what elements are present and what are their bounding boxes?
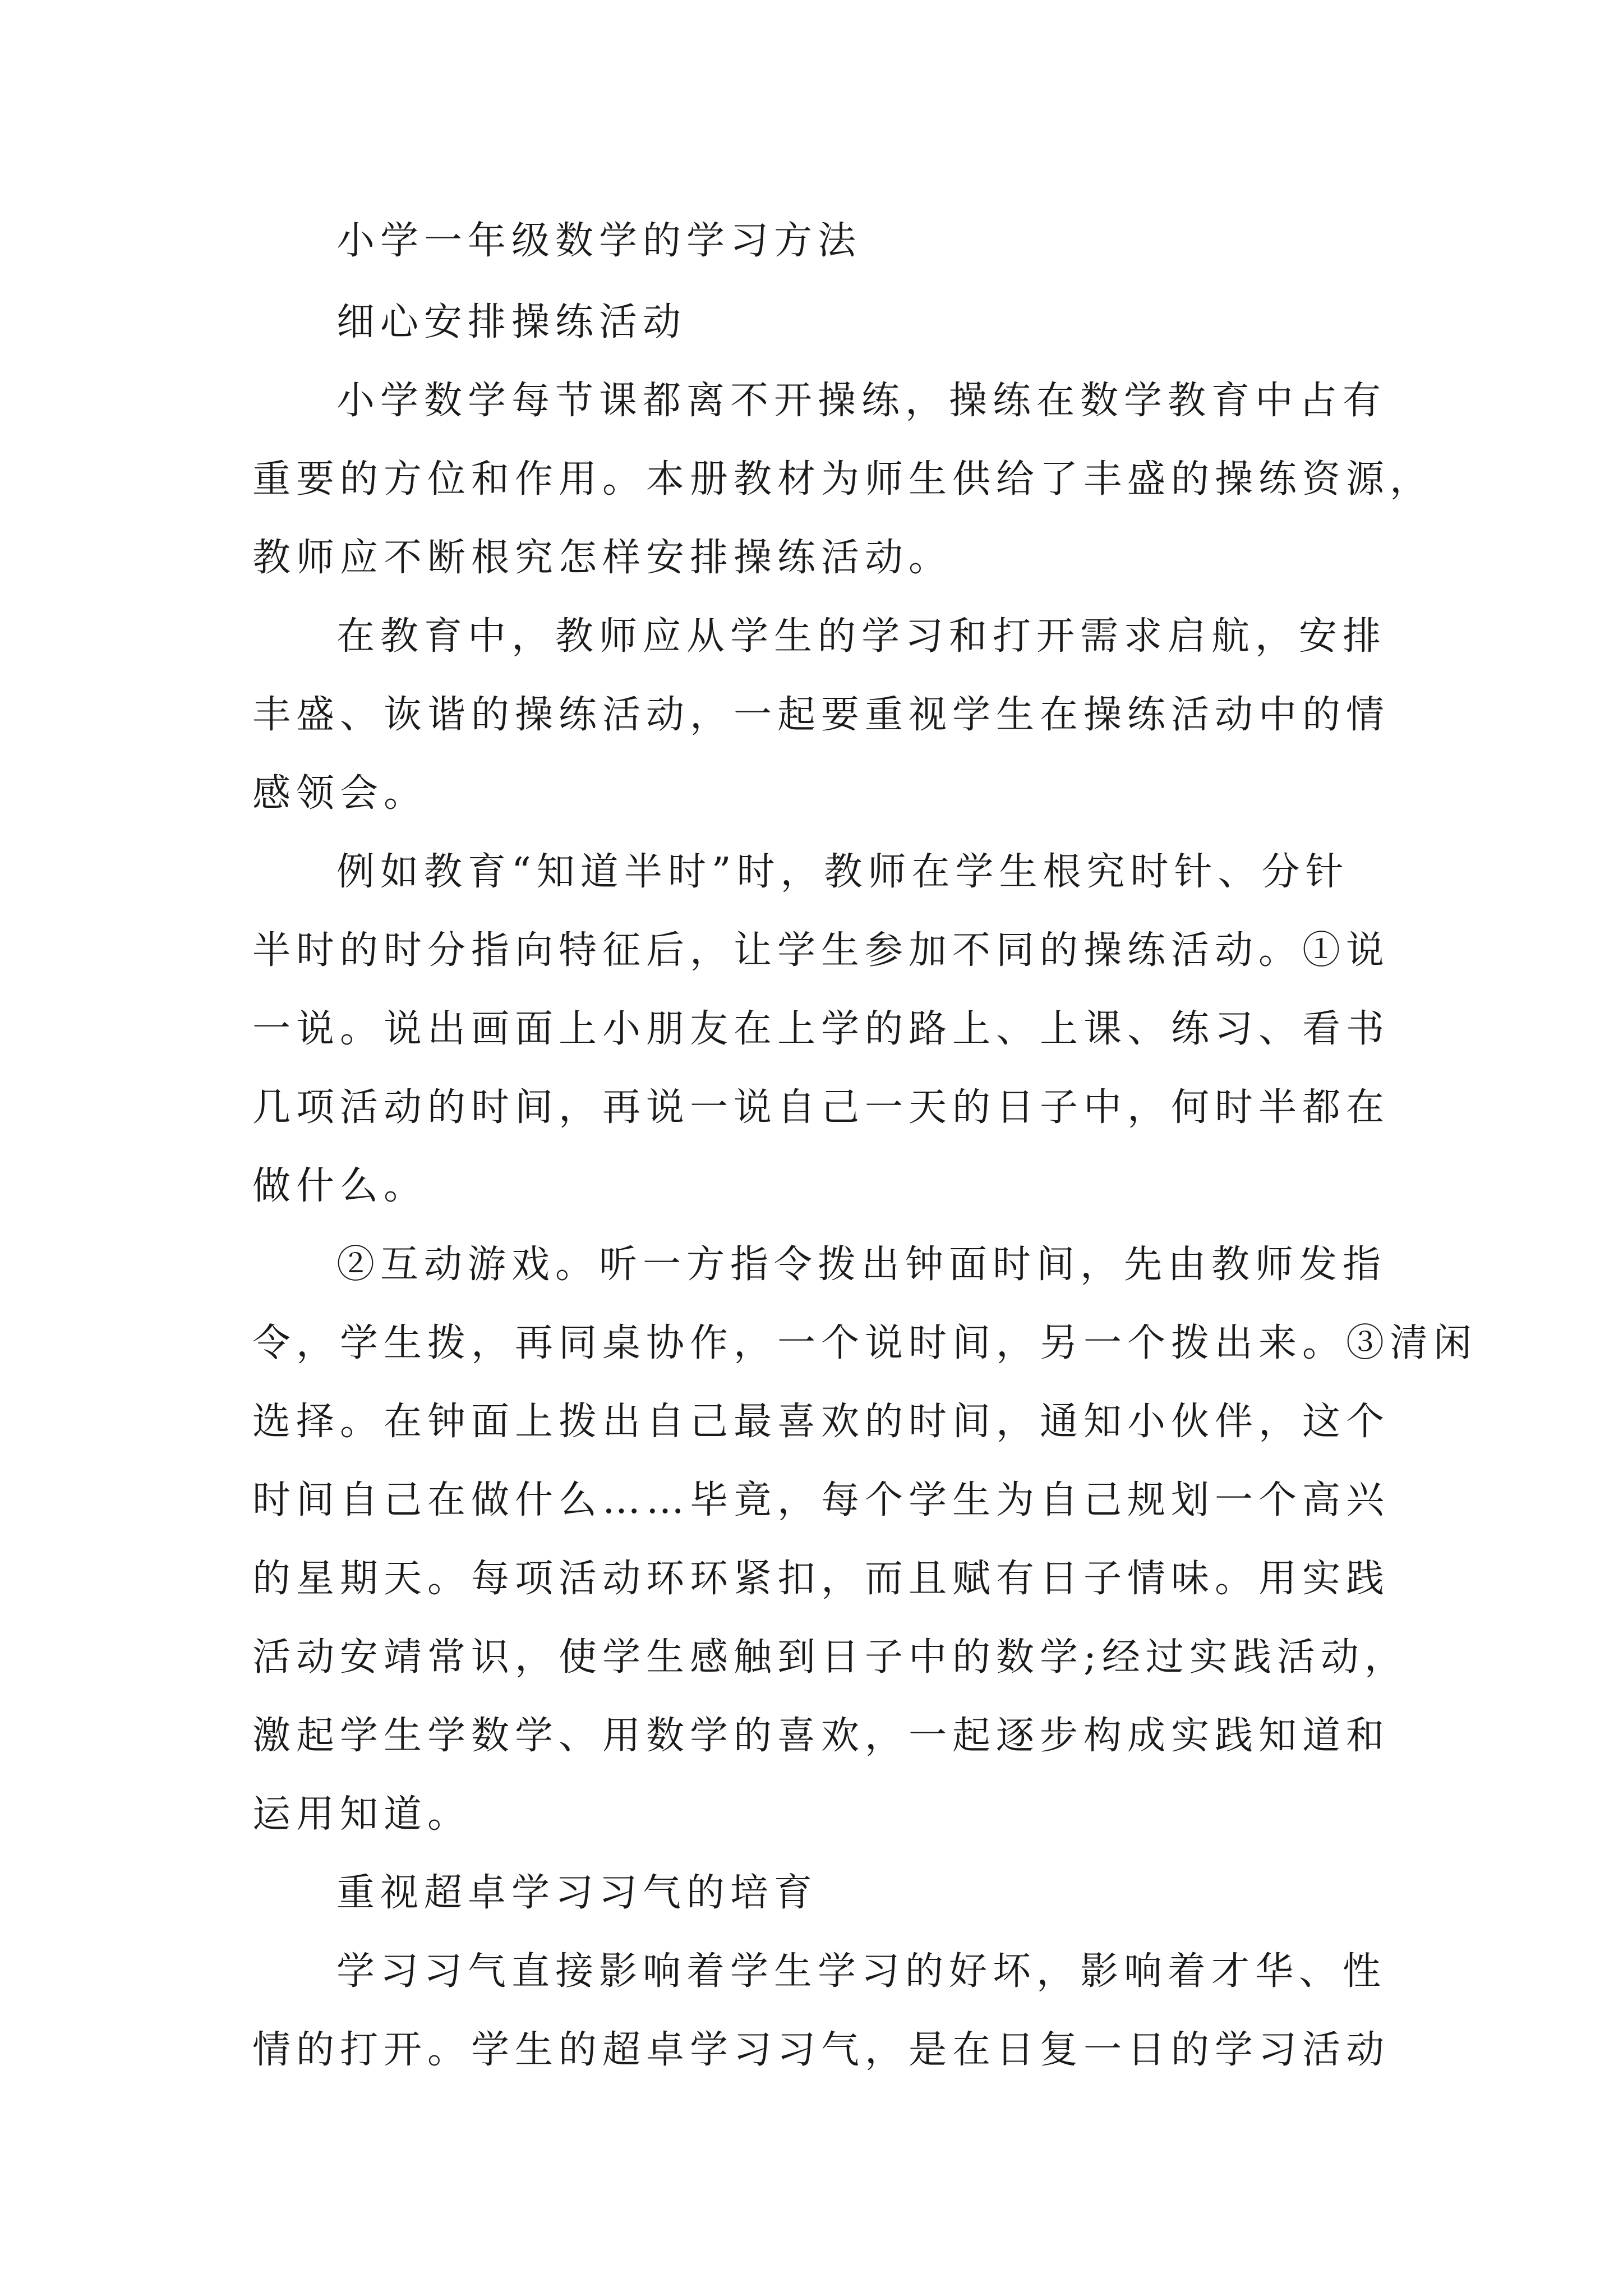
paragraph-line: 丰盛、诙谐的操练活动，一起要重视学生在操练活动中的情 [252, 693, 1390, 737]
paragraph-line: 运用知道。 [252, 1792, 472, 1837]
paragraph-line: 令，学生拨，再同桌协作，一个说时间，另一个拨出来。③清闲 [252, 1321, 1478, 1365]
paragraph-line: 例如教育“知道半时”时，教师在学生根究时针、分针 [336, 850, 1349, 894]
paragraph-line: 一说。说出画面上小朋友在上学的路上、上课、练习、看书 [252, 1007, 1390, 1051]
paragraph-line: 做什么。 [252, 1164, 428, 1208]
paragraph-line: 情的打开。学生的超卓学习习气，是在日复一日的学习活动 [252, 2028, 1390, 2072]
paragraph-line: 学习习气直接影响着学生学习的好坏，影响着才华、性 [336, 1949, 1387, 1994]
paragraph-line: 重要的方位和作用。本册教材为师生供给了丰盛的操练资源， [252, 457, 1434, 501]
paragraph-line: ②互动游戏。听一方指令拨出钟面时间，先由教师发指 [336, 1243, 1387, 1287]
paragraph-line: 活动安靖常识，使学生感触到日子中的数学;经过实践活动， [252, 1635, 1408, 1680]
paragraph-line: 小学数学每节课都离不开操练，操练在数学教育中占有 [336, 379, 1387, 423]
section-heading: 细心安排操练活动 [336, 300, 687, 344]
paragraph-line: 感领会。 [252, 771, 428, 816]
paragraph-line: 几项活动的时间，再说一说自己一天的日子中，何时半都在 [252, 1085, 1390, 1130]
paragraph-line: 教师应不断根究怎样安排操练活动。 [252, 536, 953, 580]
paragraph-line: 在教育中，教师应从学生的学习和打开需求启航，安排 [336, 614, 1387, 659]
section-heading: 重视超卓学习习气的培育 [336, 1871, 818, 1915]
paragraph-line: 时间自己在做什么……毕竟，每个学生为自己规划一个高兴 [252, 1478, 1390, 1522]
paragraph-line: 半时的时分指向特征后，让学生参加不同的操练活动。①说 [252, 928, 1390, 973]
paragraph-line: 激起学生学数学、用数学的喜欢，一起逐步构成实践知道和 [252, 1714, 1390, 1758]
document-title: 小学一年级数学的学习方法 [336, 219, 862, 263]
paragraph-line: 选择。在钟面上拨出自己最喜欢的时间，通知小伙伴，这个 [252, 1400, 1390, 1444]
paragraph-line: 的星期天。每项活动环环紧扣，而且赋有日子情味。用实践 [252, 1557, 1390, 1601]
